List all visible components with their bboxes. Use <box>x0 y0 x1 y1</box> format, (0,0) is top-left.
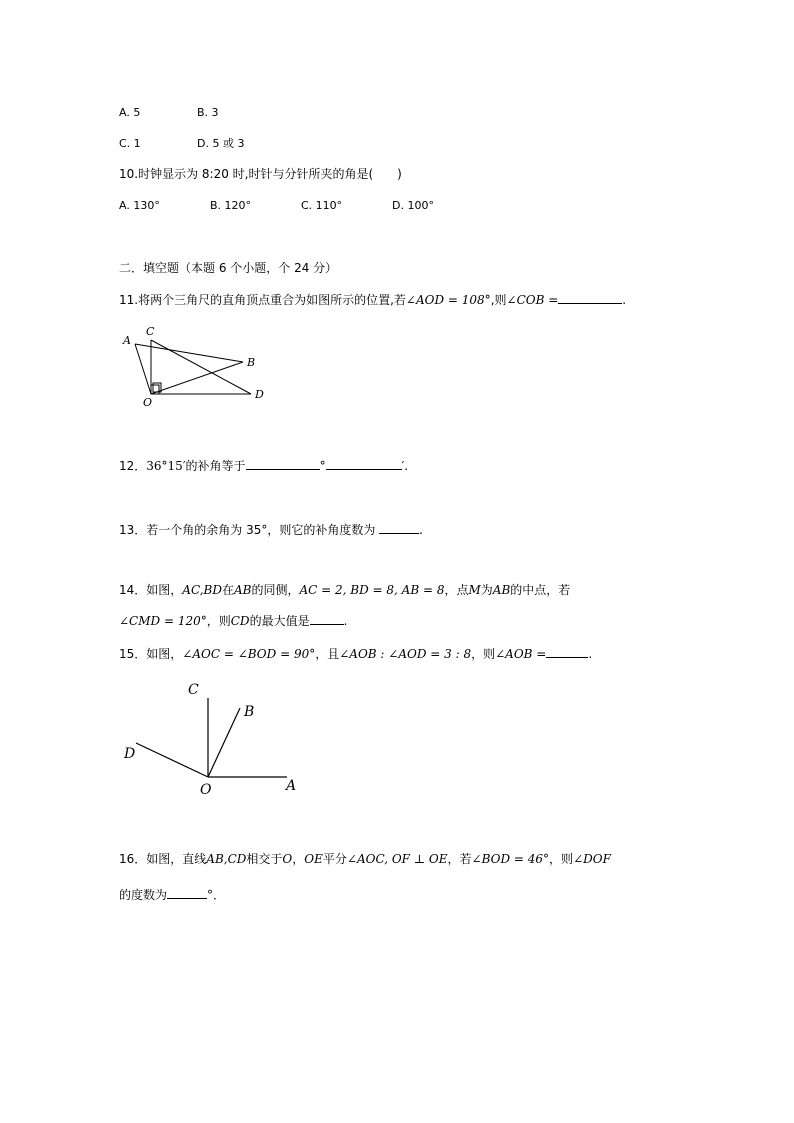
q11-text-b: ,则 <box>490 293 507 307</box>
q16-text-c: ， <box>292 852 305 866</box>
q14-math-6: ∠CMD = 120° <box>119 614 207 628</box>
q14-math-7: CD <box>230 614 250 628</box>
q15-math-a: ∠AOC = ∠BOD = 90° <box>182 647 316 661</box>
q16-tail: °． <box>207 888 226 902</box>
q15-text-b: ，且 <box>315 647 340 661</box>
q16-math-3: OE <box>304 852 323 866</box>
q16-math-4: ∠AOC, OF ⊥ OE <box>346 852 448 866</box>
q16-math-2: O <box>282 852 293 866</box>
q12-text-b: 的补角等于 <box>185 459 246 473</box>
q16-text-g: 的度数为 <box>119 888 168 902</box>
q16-question-line1 <box>119 851 611 867</box>
q10-option-d: D. 100° <box>392 199 434 212</box>
q15-text-c: ，则 <box>471 647 496 661</box>
q14-text-h: 的最大值是 <box>249 614 310 628</box>
q15-tail: . <box>588 647 593 661</box>
q14-text-a: 14．如图， <box>119 583 183 597</box>
q12-question <box>119 457 408 474</box>
q14-text-f: 的中点，若 <box>510 583 571 597</box>
q11-label-c: C <box>146 325 155 338</box>
q16-text-f: ，则 <box>549 852 574 866</box>
q14-text-c: 的同侧， <box>251 583 300 597</box>
q15-math-c: ∠AOB = <box>495 647 547 661</box>
q13-question <box>119 521 423 538</box>
q15-figure <box>120 678 320 808</box>
q14-text-d: ，点 <box>444 583 469 597</box>
q13-answer-blank <box>379 521 419 534</box>
q13-text: 13．若一个角的余角为 35°，则它的补角度数为 <box>119 523 380 537</box>
q11-label-a: A <box>123 334 131 347</box>
q11-tail: . <box>622 293 627 307</box>
q16-answer-blank <box>167 886 207 899</box>
q11-math-b: ∠COB = <box>506 293 559 307</box>
q14-math-3: AC = 2, BD = 8, AB = 8 <box>299 583 445 597</box>
q12-tail: ′. <box>401 459 409 473</box>
q14-answer-blank <box>310 612 344 625</box>
q15-math-b: ∠AOB : ∠AOD = 3 : 8 <box>339 647 472 661</box>
q16-math-5: ∠BOD = 46° <box>471 852 550 866</box>
q16-math-6: ∠DOF <box>573 852 611 866</box>
q10-option-c: C. 110° <box>301 199 343 212</box>
q15-question <box>119 645 592 662</box>
q13-tail: . <box>419 523 423 537</box>
q14-question-line2 <box>119 612 347 629</box>
q15-label-c: C <box>188 682 199 698</box>
q15-label-b: B <box>244 704 255 720</box>
q11-label-d: D <box>255 388 264 401</box>
q14-math-5: AB <box>492 583 511 597</box>
q11-text-a: 11.将两个三角尺的直角顶点重合为如图所示的位置,若 <box>119 293 406 307</box>
q12-math-a: 36°15′ <box>146 459 186 473</box>
q14-text-e: 为 <box>480 583 493 597</box>
q9-option-d: D. 5 或 3 <box>197 137 245 150</box>
q10-option-b: B. 120° <box>210 199 252 212</box>
q11-label-b: B <box>247 356 256 369</box>
q10-option-a: A. 130° <box>119 199 160 212</box>
q11-answer-blank <box>558 291 622 304</box>
q16-text-d: 平分 <box>322 852 347 866</box>
q16-question-line2 <box>119 886 225 903</box>
q14-question-line1 <box>119 582 570 598</box>
q11-question <box>119 291 626 308</box>
q9-option-b: B. 3 <box>197 106 219 119</box>
q12-text-a: 12． <box>119 459 147 473</box>
q14-text-g: ，则 <box>206 614 231 628</box>
q12-blank-degrees <box>246 457 320 470</box>
q14-math-4: M <box>468 583 481 597</box>
q16-text-a: 16．如图，直线 <box>119 852 207 866</box>
q15-label-d: D <box>124 746 136 762</box>
q16-text-e: ，若 <box>447 852 472 866</box>
q11-label-o: O <box>143 396 153 409</box>
q11-math-a: ∠AOD = 108° <box>405 293 491 307</box>
q14-tail: . <box>343 614 348 628</box>
q16-math-1: AB,CD <box>206 852 247 866</box>
q15-label-o: O <box>200 782 212 798</box>
q15-label-a: A <box>286 778 297 794</box>
q15-answer-blank <box>546 645 588 658</box>
q9-option-c: C. 1 <box>119 137 141 150</box>
q9-option-a: A. 5 <box>119 106 141 119</box>
q14-math-2: AB <box>233 583 252 597</box>
q12-sep: ° <box>319 459 326 473</box>
section-title: 二．填空题（本题 6 个小题，个 24 分） <box>119 261 338 275</box>
q16-text-b: 相交于 <box>246 852 283 866</box>
q14-text-b: 在 <box>221 583 234 597</box>
q15-text-a: 15．如图， <box>119 647 183 661</box>
q10-question: 10.时钟显示为 8:20 时,时针与分针所夹的角是( ) <box>119 167 402 181</box>
q12-blank-minutes <box>326 457 402 470</box>
q14-math-1: AC,BD <box>182 583 222 597</box>
q11-figure <box>115 322 275 412</box>
